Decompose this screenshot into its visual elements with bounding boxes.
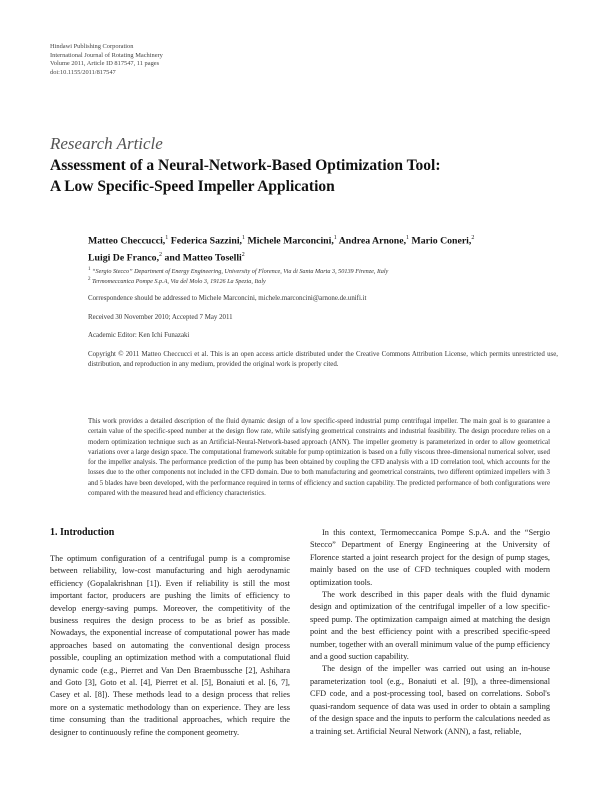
publisher-line: Hindawi Publishing Corporation (50, 43, 134, 50)
affiliation-mark: 2 (88, 277, 91, 282)
author-affil-mark: 2 (471, 235, 475, 241)
volume-line: Volume 2011, Article ID 817547, 11 pages (50, 60, 160, 68)
author-affil-mark: 2 (159, 252, 163, 259)
affiliation-mark: 1 (88, 267, 91, 272)
author-name: Andrea Arnone, (338, 235, 407, 247)
journal-header (50, 43, 163, 77)
journal-line: International Journal of Rotating Machinery (50, 51, 163, 59)
author-affil-mark: 1 (406, 235, 410, 241)
body-paragraph: The design of the impeller was carried out using an in-house parameterization tool (e.g., Bonaiuti et al. [9]), a three-dimensional CFD code, and a post-processing tool, based on correlations. Sobol's quasi-random sequence of data was used in order to obtain a sampling of the design space and the inputs to perform the calculations needed as a training set. Artificial Neural Network (ANN), a fast, reliable, (310, 664, 550, 736)
affiliation-text: “Sergio Stecco” Department of Energy Engineering, University of Florence, Via di Santa Marta 3, 50139 Firenze, Italy (92, 268, 389, 276)
right-column (310, 527, 550, 738)
academic-editor-line: Academic Editor: Ken Ichi Funazaki (88, 332, 190, 339)
paper-title (50, 155, 560, 197)
article-type: Research Article (50, 134, 163, 153)
author-affil-mark: 2 (241, 252, 245, 259)
dates-line: Received 30 November 2010; Accepted 7 May 2011 (88, 314, 233, 321)
author-name: Matteo Checcucci, (88, 235, 166, 247)
author-list (88, 231, 558, 266)
affiliation-text: Termomeccanica Pompe S.p.A, Via del Molo 3, 19126 La Spezia, Italy (92, 278, 266, 286)
author-line-1 (88, 231, 558, 248)
author-name: Luigi De Franco, (88, 252, 160, 264)
author-affil-mark: 1 (242, 235, 245, 241)
section-heading: 1. Introduction (50, 527, 115, 538)
affiliation-2 (88, 275, 558, 287)
author-name: Federica Sazzini, (170, 235, 242, 247)
body-paragraph: In this context, Termomeccanica Pompe S.p.A. and the “Sergio Stecco” Department of Energy Engineering at the University of Florence started a joint research project for the design of pump stages, mainly based on the use of CFD techniques coupled with modern optimization tools. (310, 528, 550, 587)
author-name: Michele Marconcini, (247, 235, 334, 247)
title-line-2: A Low Specific-Speed Impeller Application (50, 178, 335, 195)
author-affil-mark: 1 (165, 235, 169, 241)
correspondence-line: Correspondence should be addressed to Michele Marconcini, michele.marconcini@arnone.de.unifi.it (88, 295, 367, 302)
left-column (50, 527, 290, 739)
title-line-1: Assessment of a Neural-Network-Based Optimization Tool: (50, 157, 441, 174)
author-name: Mario Coneri, (411, 235, 472, 247)
author-affil-mark: 1 (333, 235, 337, 241)
author-line-2 (88, 248, 558, 265)
copyright-notice: Copyright © 2011 Matteo Checcucci et al. This is an open access article distributed under the Creative Commons Attribution License, which permits unrestricted use, distribution, and reproduction in any medium, provided the original work is properly cited. (88, 351, 558, 368)
author-name: and Matteo Toselli (164, 252, 242, 264)
abstract: This work provides a detailed description of the fluid dynamic design of a low specific-speed industrial pump centrifugal impeller. The main goal is to guarantee a certain value of the specific-speed number at the design flow rate, while satisfying geometrical constraints and industrial feasibility. The design procedure relies on a modern optimization technique such as an Artificial-Neural-Network-based approach (ANN). The impeller geometry is parameterized in order to allow geometrical variations over a large design space. The computational framework suitable for pump optimization is based on a fully viscous three-dimensional numerical solver, used for the impeller analysis. The performance prediction of the pump has been obtained by coupling the CFD analysis with a 1D correlation tool, which accounts for the losses due to the other components not included in the CFD domain. Due to both manufacturing and geometrical constraints, two different optimized impellers with 3 and 5 blades have been developed, with the performance required in terms of efficiency and suction capability. The predicted performance of both configurations were compared with the measured head and efficiency characteristics. (88, 418, 550, 498)
doi-line: doi:10.1155/2011/817547 (50, 68, 116, 76)
body-paragraph: The optimum configuration of a centrifugal pump is a compromise between reliability, low-cost manufacturing and high aerodynamic efficiency (Gopalakrishnan [1]). Even if reliability is still the most important factor, producers are pushing the limits of efficiency to develop energy-saving pumps. Moreover, the competitivity of the business requires the design process to be as brief as possible. Nowadays, the exponential increase of computational power has made approaches based on automating the conventional design process possible, coupling an optimization method with a computational fluid dynamic code (e.g., Pierret and Van Den Braembussche [2], Ashihara and Goto [3], Goto et al. [4], Pierret et al. [5], Bonaiuti et al. [6, 7], Casey et al. [8]). These methods lead to a design process that relies more on a systematic methodology than on experience. They are less time consuming than the traditional approaches, which require the designer to continuously refine the component geometry. (50, 554, 290, 737)
body-paragraph: The work described in this paper deals with the fluid dynamic design and optimization of the centrifugal impeller of a low specific-speed pump. The optimization campaign aimed at matching the design point and the best efficiency point with a prescribed specific-speed number, together with an overall minimum value of the pump efficiency and a good suction capability. (310, 590, 550, 662)
